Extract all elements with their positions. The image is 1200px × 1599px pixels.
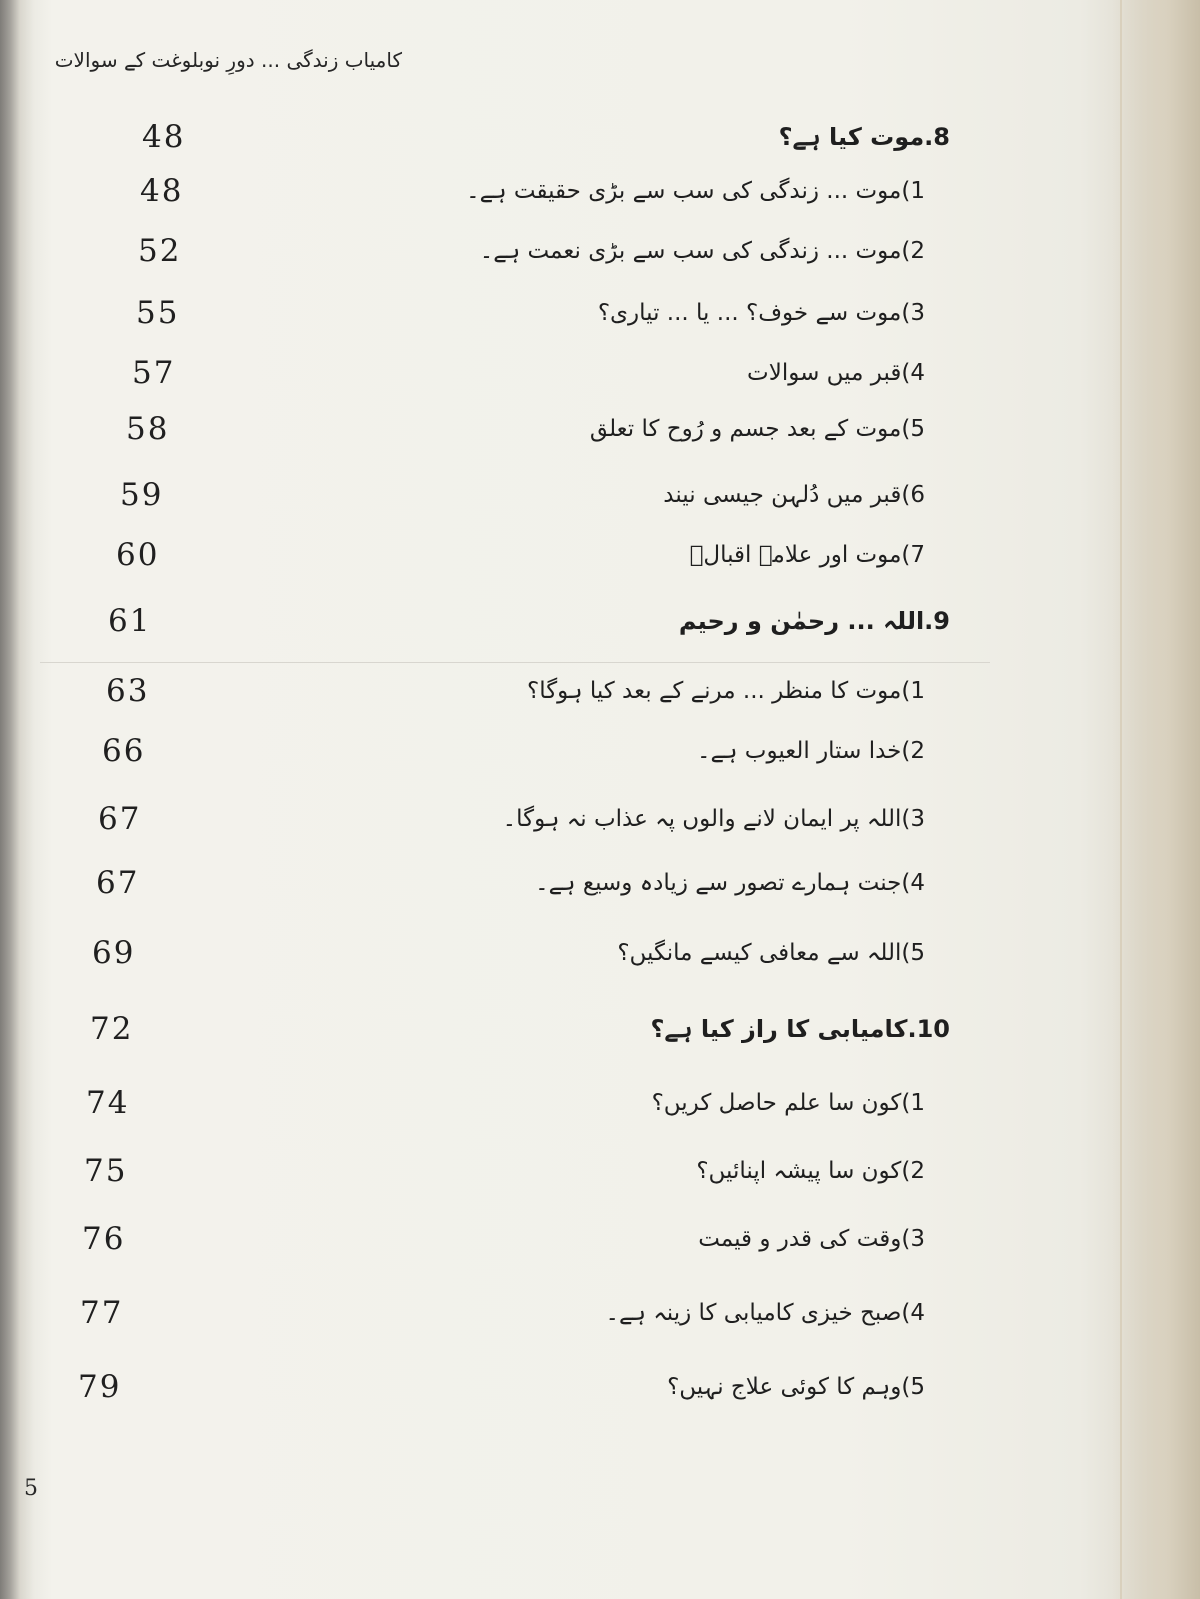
toc-entry-title: 4)جنت ہمارے تصور سے زیادہ وسیع ہے۔ [535, 870, 925, 896]
page-gutter-shadow [1112, 0, 1200, 1599]
toc-entry [70, 720, 950, 782]
page-edge [1120, 0, 1122, 1599]
toc-entry [70, 788, 950, 850]
toc-page-number: 61 [108, 603, 152, 639]
toc-entry [70, 398, 950, 460]
toc-entry [70, 1140, 950, 1202]
toc-page-number: 57 [132, 355, 176, 391]
toc-entry-title: 3)وقت کی قدر و قیمت [698, 1226, 925, 1252]
running-header: کامیاب زندگی ... دورِ نوبلوغت کے سوالات [54, 48, 402, 72]
toc-entry [70, 922, 950, 984]
toc-entry [70, 524, 950, 586]
toc-entry [70, 1072, 950, 1134]
toc-entry [70, 1356, 950, 1418]
toc-chapter-title: 8.موت کیا ہے؟ [778, 123, 950, 151]
toc-entry-chapter-9 [70, 590, 950, 652]
toc-page-number: 58 [126, 411, 170, 447]
toc-page-number: 69 [92, 935, 136, 971]
toc-page-number: 67 [98, 801, 142, 837]
toc-page-number: 75 [84, 1153, 128, 1189]
toc-page-number: 76 [82, 1221, 126, 1257]
toc-entry [70, 342, 950, 404]
toc-page-number: 52 [138, 233, 182, 269]
toc-entry [70, 1282, 950, 1344]
toc-entry-title: 2)خدا ستار العیوب ہے۔ [697, 738, 925, 764]
toc-entry-title: 2)موت ... زندگی کی سب سے بڑی نعمت ہے۔ [479, 238, 925, 264]
toc-entry [70, 852, 950, 914]
toc-entry-title: 3)اللہ پر ایمان لانے والوں پہ عذاب نہ ہوگا۔ [502, 806, 925, 832]
toc-page-number: 48 [140, 173, 184, 209]
toc-chapter-title: 9.اللہ ... رحمٰن و رحیم [678, 607, 950, 635]
toc-entry-title: 4)صبح خیزی کامیابی کا زینہ ہے۔ [605, 1300, 925, 1326]
toc-entry-title: 6)قبر میں دُلہن جیسی نیند [663, 482, 925, 508]
toc-page-number: 77 [80, 1295, 124, 1331]
toc-entry [70, 160, 950, 222]
toc-entry-title: 1)موت کا منظر ... مرنے کے بعد کیا ہوگا؟ [527, 678, 925, 704]
toc-entry-chapter-8 [70, 106, 950, 168]
toc-page-number: 79 [78, 1369, 122, 1405]
toc-entry-title: 7)موت اور علامہ اقبالؒ [689, 542, 925, 568]
toc-entry-title: 5)موت کے بعد جسم و رُوح کا تعلق [589, 416, 925, 442]
toc-page-number: 60 [116, 537, 160, 573]
toc-page-number: 55 [136, 295, 180, 331]
toc-entry-title: 4)قبر میں سوالات [747, 360, 925, 386]
page-folio-number: 5 [24, 1476, 38, 1501]
toc-entry-title: 1)کون سا علم حاصل کریں؟ [651, 1090, 925, 1116]
toc-entry-title: 2)کون سا پیشہ اپنائیں؟ [696, 1158, 925, 1184]
table-of-contents [70, 104, 950, 1454]
toc-chapter-title: 10.کامیابی کا راز کیا ہے؟ [650, 1015, 950, 1043]
toc-entry-title: 3)موت سے خوف؟ ... یا ... تیاری؟ [597, 300, 925, 326]
toc-page-number: 59 [120, 477, 164, 513]
toc-entry-title: 1)موت ... زندگی کی سب سے بڑی حقیقت ہے۔ [466, 178, 925, 204]
toc-page-number: 67 [96, 865, 140, 901]
toc-page-number: 74 [86, 1085, 130, 1121]
toc-entry-title: 5)اللہ سے معافی کیسے مانگیں؟ [617, 940, 925, 966]
toc-page-number: 48 [142, 119, 186, 155]
toc-entry [70, 1208, 950, 1270]
toc-entry [70, 282, 950, 344]
toc-entry [70, 464, 950, 526]
toc-entry-title: 5)وہم کا کوئی علاج نہیں؟ [667, 1374, 925, 1400]
toc-entry [70, 220, 950, 282]
toc-entry [70, 660, 950, 722]
toc-page-number: 66 [102, 733, 146, 769]
toc-page-number: 63 [106, 673, 150, 709]
toc-entry-chapter-10 [70, 998, 950, 1060]
toc-page-number: 72 [90, 1011, 134, 1047]
